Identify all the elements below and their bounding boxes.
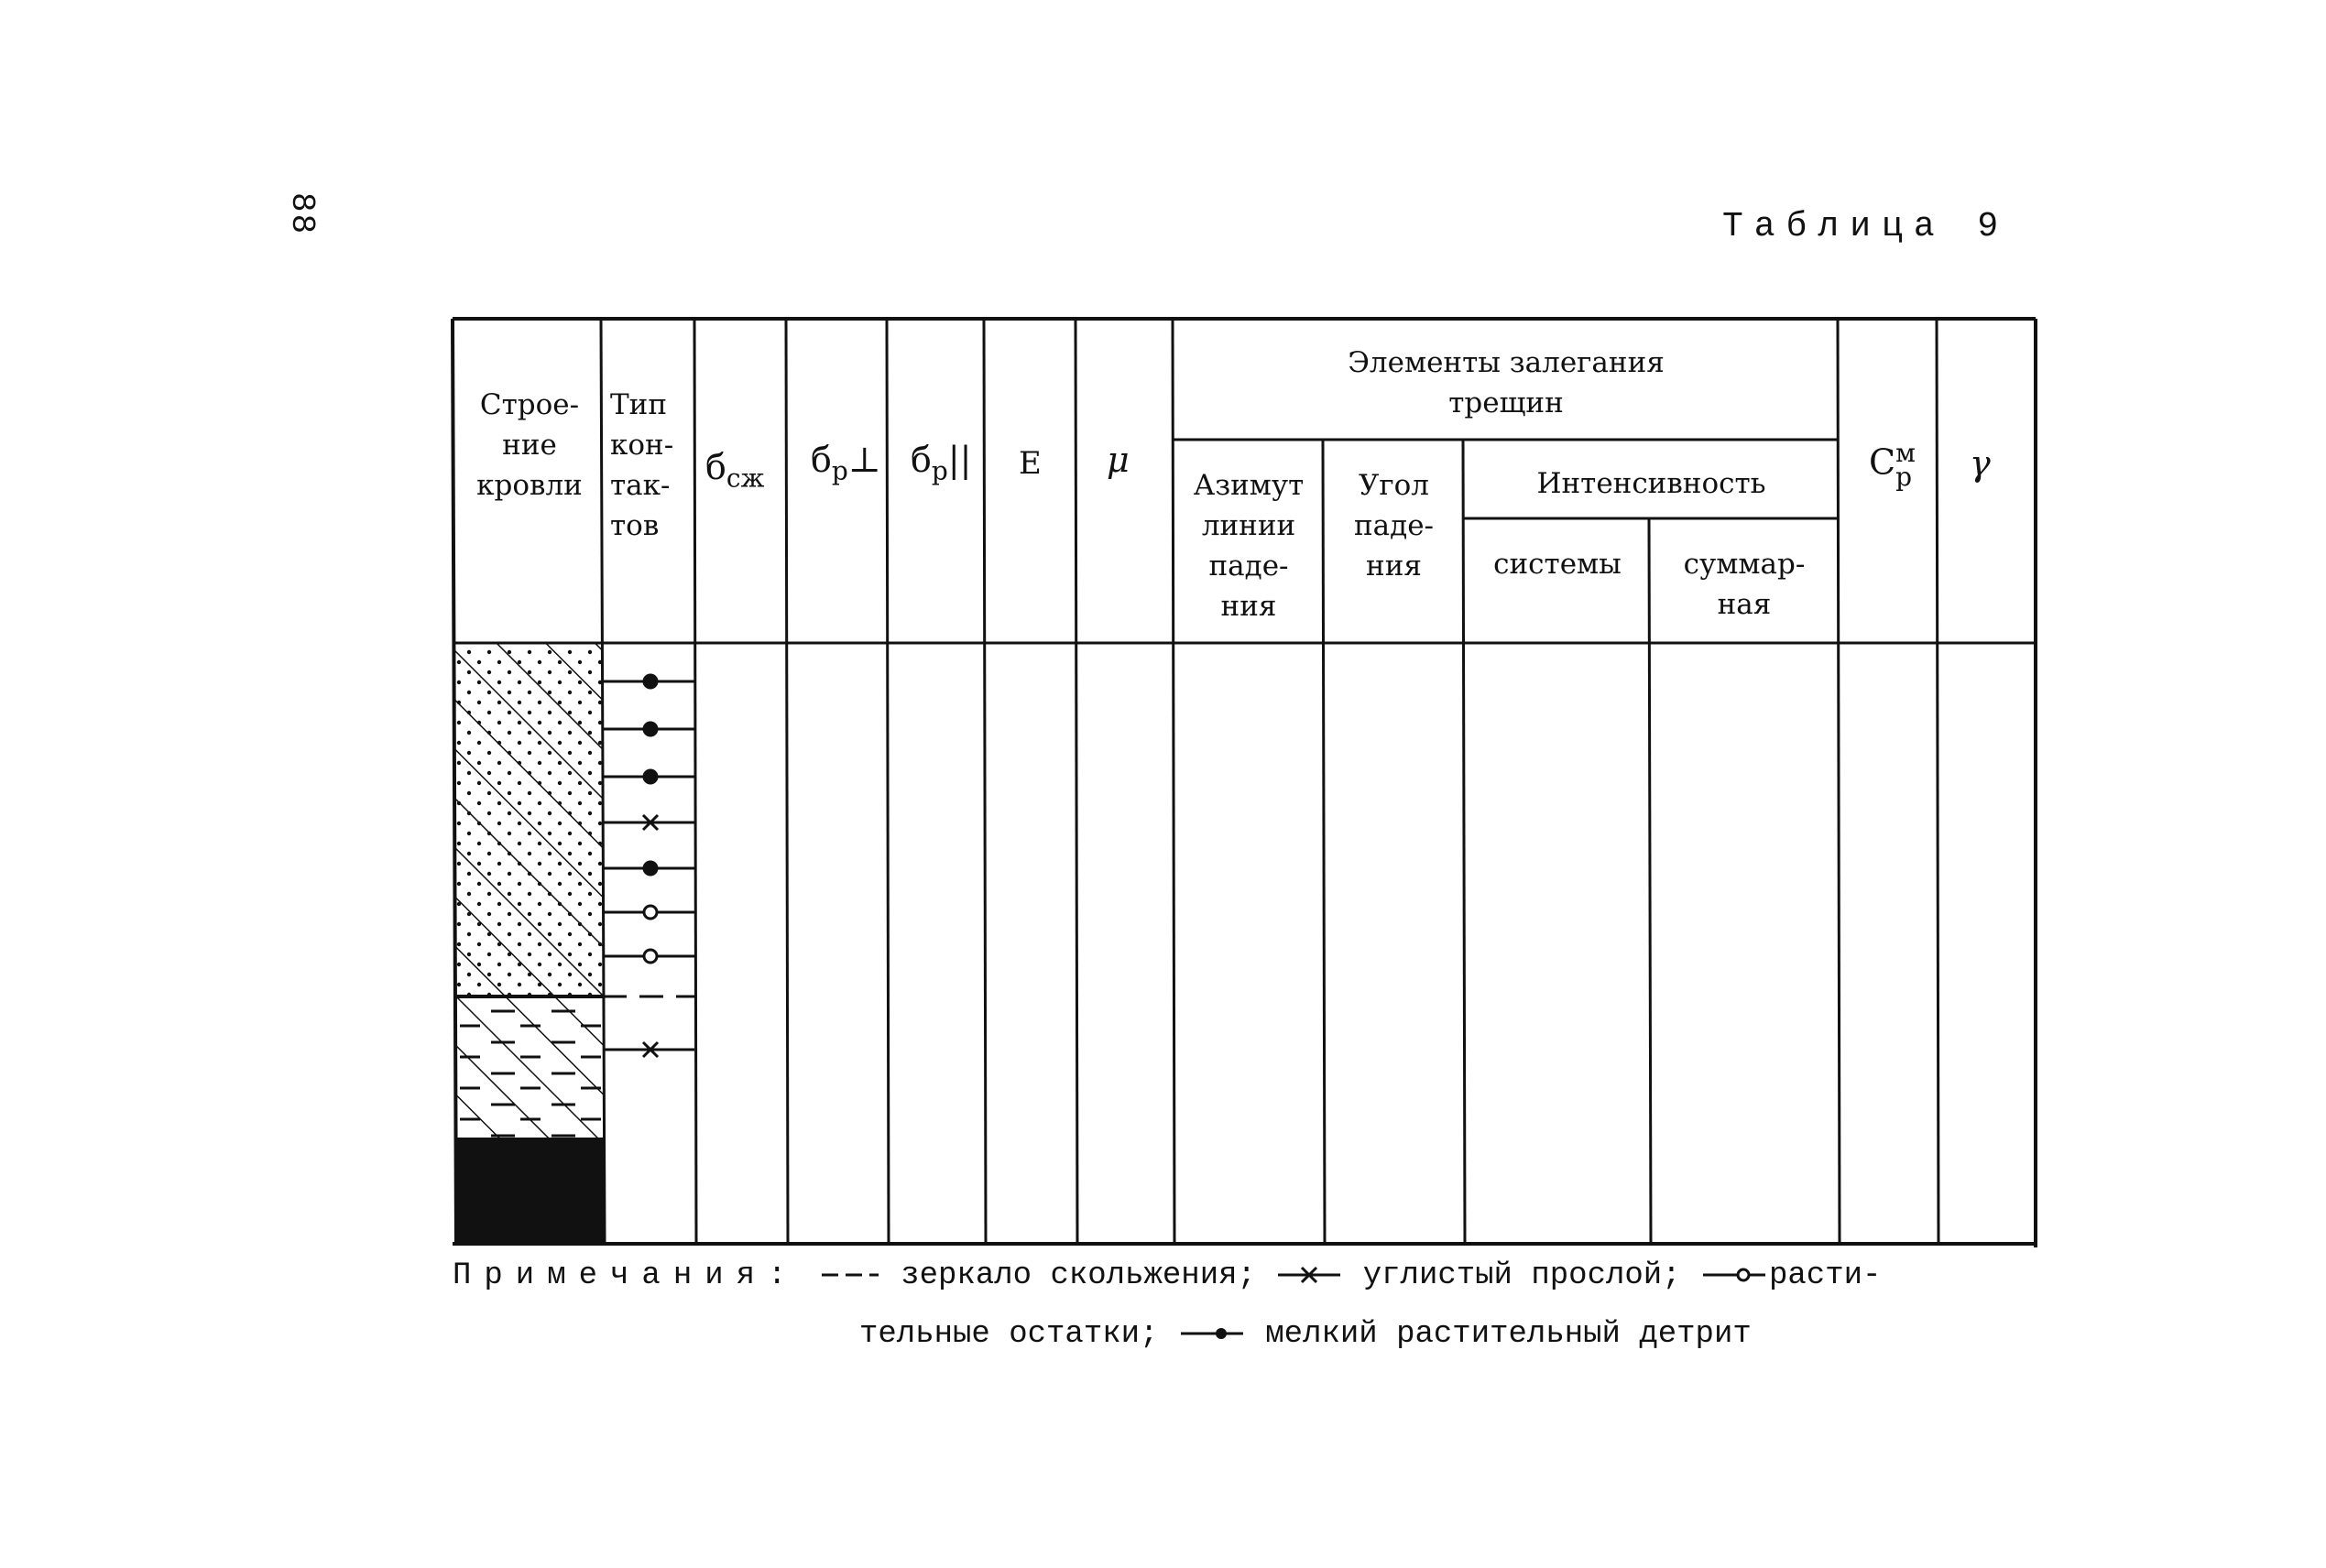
mirror-legend-icon	[818, 1266, 882, 1284]
header-contact-type: Тип кон- так- тов	[610, 388, 674, 542]
header-azimuth: Азимут линии паде- ния	[1193, 469, 1305, 623]
note-mirror: зеркало скольжения;	[901, 1258, 1256, 1293]
header-sigma-tension-perpendicular: $б_р\perp$	[811, 440, 881, 486]
header-total: суммар- ная	[1683, 548, 1806, 621]
notes-title: Примечания:	[453, 1258, 800, 1293]
header-systems: системы	[1493, 548, 1622, 581]
header-intensity: Интенсивность	[1536, 467, 1766, 500]
contact-markers	[603, 675, 694, 1057]
header-mu: μ	[1107, 440, 1130, 480]
notes-line-1	[453, 1258, 1881, 1293]
note-plant-1: расти-	[1769, 1258, 1882, 1293]
header-gamma: γ	[1970, 443, 1991, 484]
roof-structure-lithology	[455, 643, 604, 1244]
note-detrit: мелкий растительный детрит	[1265, 1317, 1752, 1352]
note-coal: углистый прослой;	[1362, 1258, 1681, 1293]
page-number: 88	[283, 192, 321, 236]
header-fracture-elements: Элементы залегания трещин	[1348, 346, 1665, 419]
note-plant-2: тельные остатки;	[859, 1317, 1159, 1352]
header-modulus-e: Е	[1019, 445, 1042, 482]
plant-remains-legend-icon	[1699, 1264, 1769, 1286]
coal-legend-icon	[1274, 1264, 1344, 1286]
header-dip-angle: Угол паде- ния	[1353, 469, 1435, 583]
notes-line-2	[859, 1317, 1752, 1352]
table-caption: Таблица 9	[1722, 207, 2010, 246]
header-roof-structure: Строе- ние кровли	[476, 388, 583, 502]
detrit-legend-icon	[1177, 1323, 1247, 1345]
header-cp: С м р	[1869, 438, 1916, 492]
header-sigma-compression: $б_{сж}$	[705, 447, 765, 494]
header-sigma-tension-parallel: $б_р||$	[911, 440, 972, 486]
